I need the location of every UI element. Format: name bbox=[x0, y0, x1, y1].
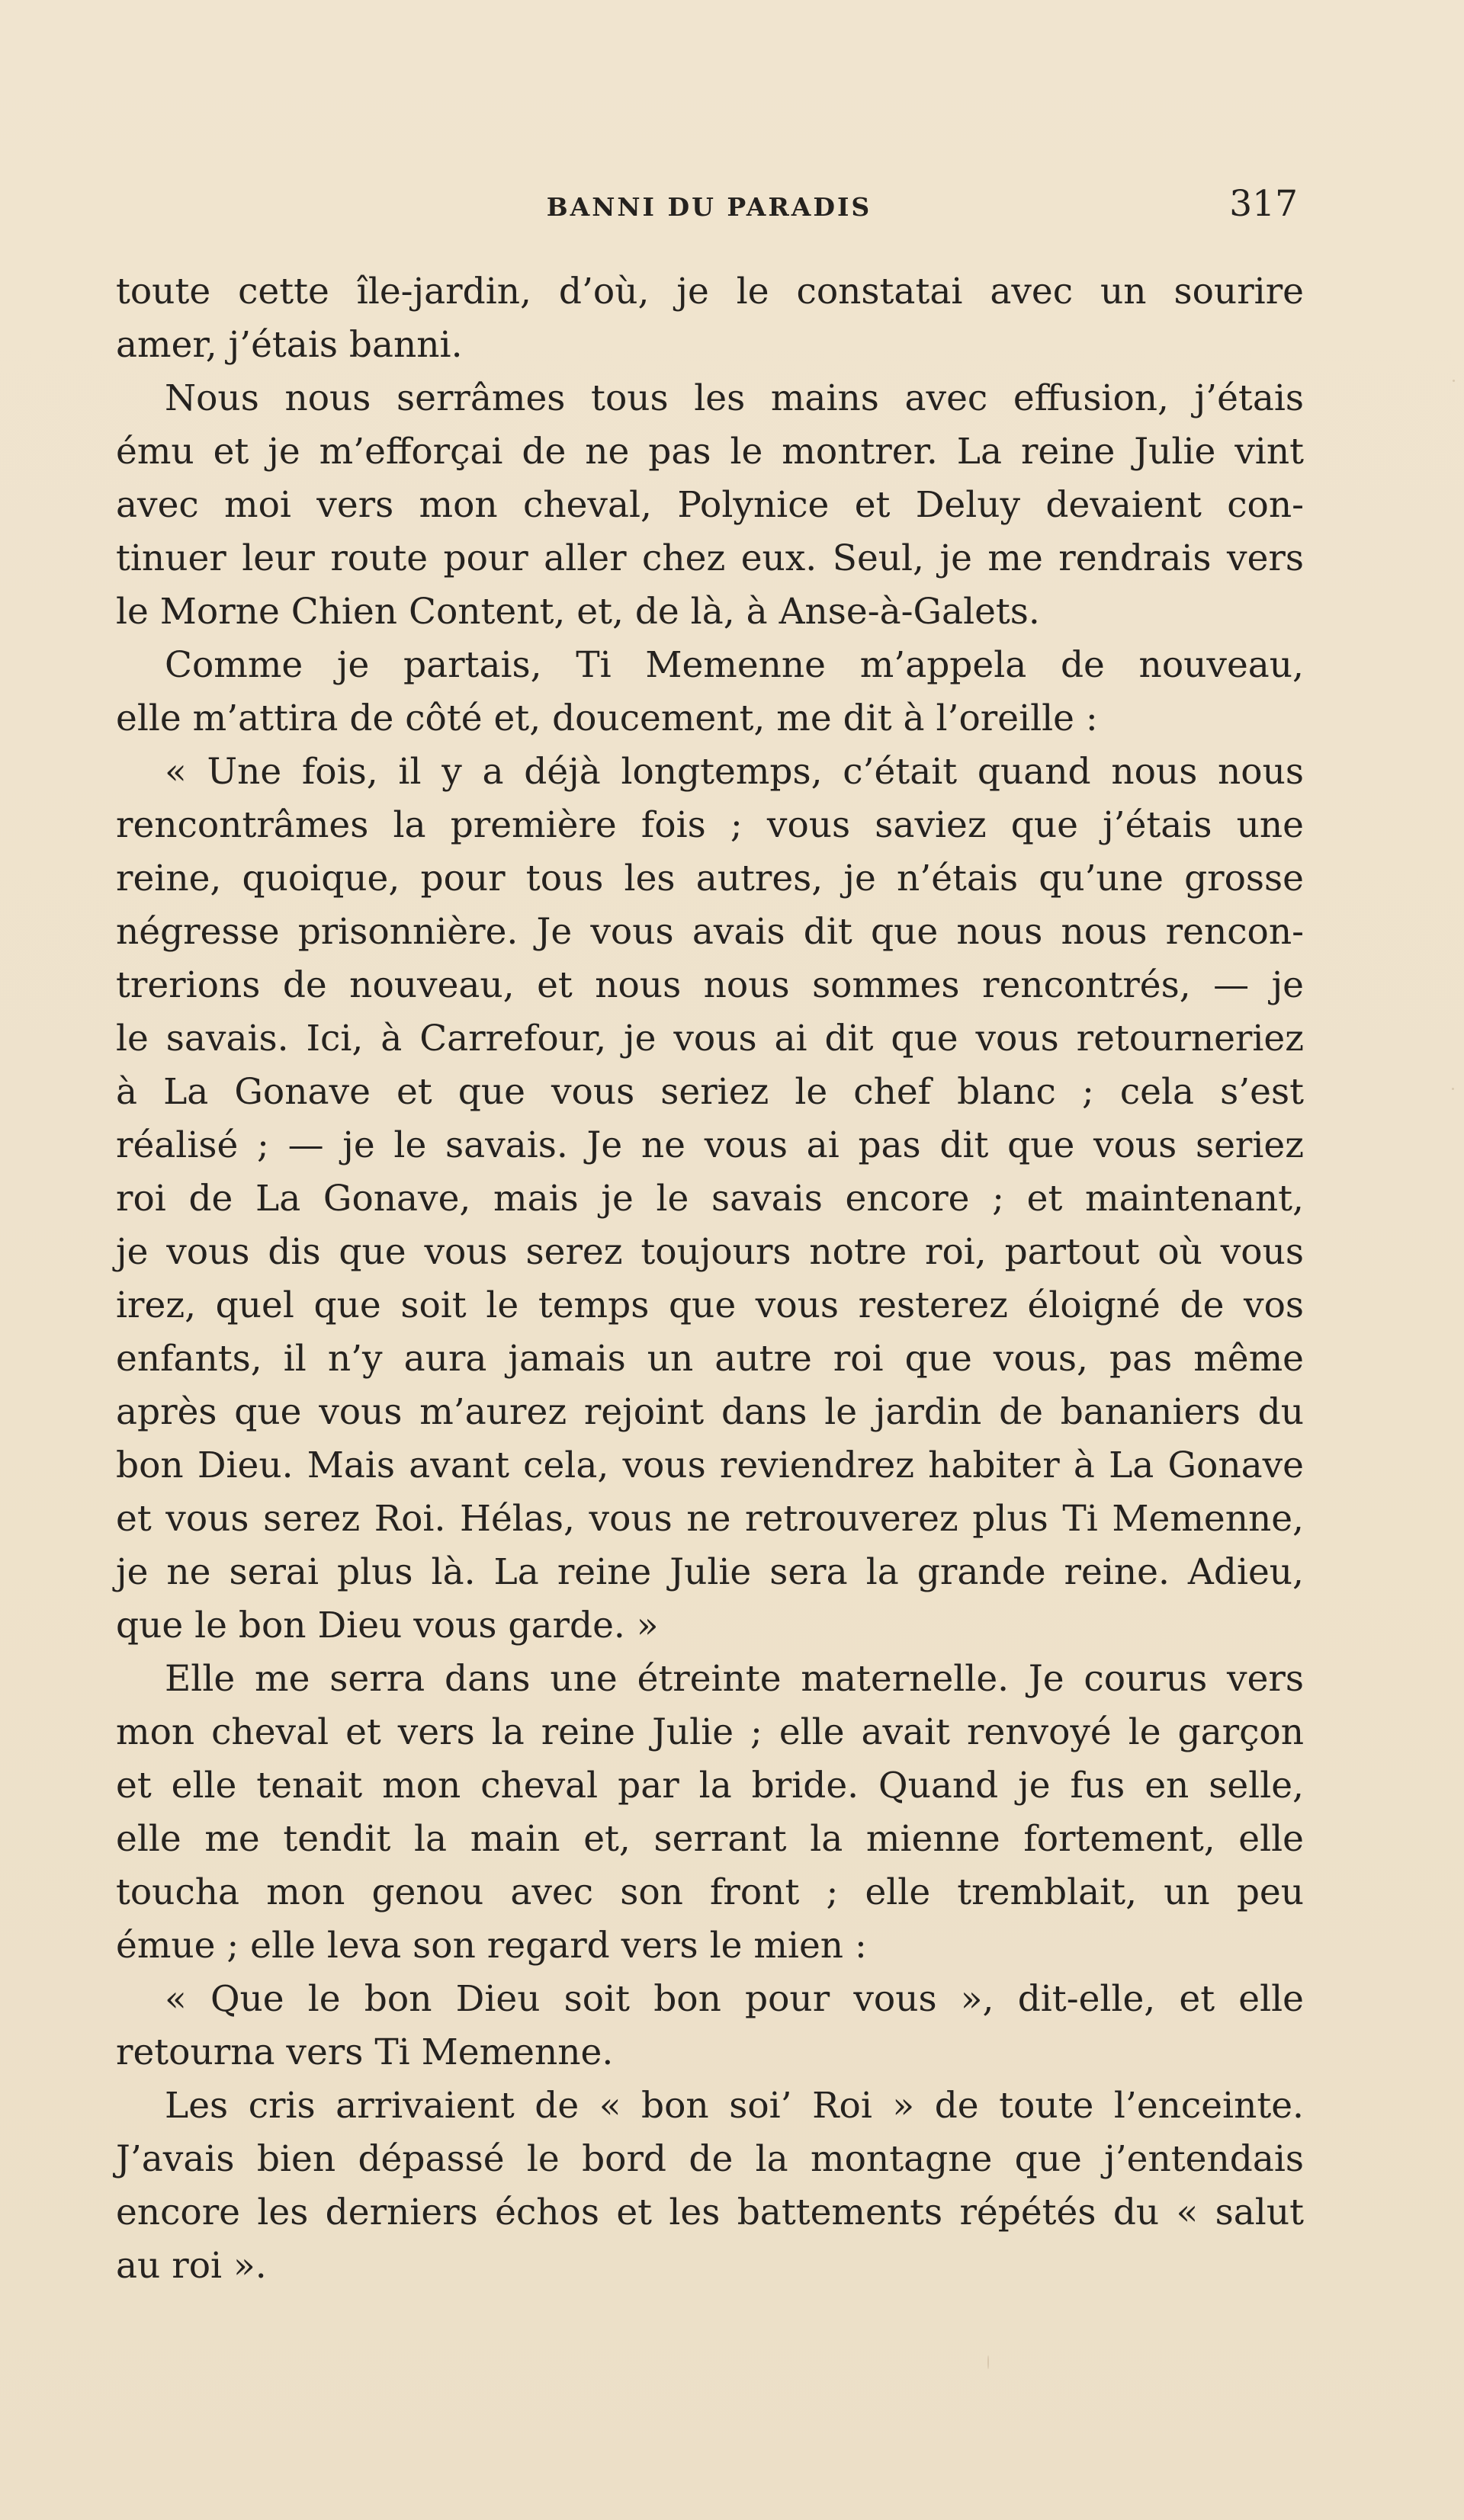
text-line: tinuer leur route pour aller chez eux. Seul, je me rendrais vers bbox=[116, 537, 1304, 579]
text-line: enfants, il n’y aura jamais un autre roi que vous, pas même bbox=[116, 1338, 1304, 1380]
text-line: trerions de nouveau, et nous nous sommes rencontrés, — je bbox=[116, 964, 1304, 1006]
text-line: toucha mon genou avec son front ; elle tremblait, un peu bbox=[116, 1871, 1304, 1913]
text-line: je ne serai plus là. La reine Julie sera la grande reine. Adieu, bbox=[116, 1551, 1304, 1593]
text-line: le Morne Chien Content, et, de là, à Anse-à-Galets. bbox=[116, 591, 1040, 633]
text-line: « Que le bon Dieu soit bon pour vous », dit-elle, et elle bbox=[165, 1978, 1304, 2020]
text-line: et vous serez Roi. Hélas, vous ne retrouverez plus Ti Memenne, bbox=[116, 1498, 1304, 1540]
page-number: 317 bbox=[1229, 183, 1298, 225]
text-line: à La Gonave et que vous seriez le chef blanc ; cela s’est bbox=[116, 1071, 1304, 1113]
text-line: Comme je partais, Ti Memenne m’appela de nouveau, bbox=[165, 644, 1304, 686]
text-line: émue ; elle leva son regard vers le mien : bbox=[116, 1925, 867, 1967]
text-line: bon Dieu. Mais avant cela, vous reviendrez habiter à La Gonave bbox=[116, 1444, 1304, 1486]
text-line: encore les derniers échos et les battements répétés du « salut bbox=[116, 2191, 1304, 2233]
text-line: Les cris arrivaient de « bon soi’ Roi » de toute l’enceinte. bbox=[165, 2085, 1304, 2127]
body-text bbox=[116, 265, 1304, 2293]
text-line: après que vous m’aurez rejoint dans le jardin de bananiers du bbox=[116, 1391, 1304, 1433]
text-line: J’avais bien dépassé le bord de la montagne que j’entendais bbox=[116, 2138, 1304, 2180]
text-line: que le bon Dieu vous garde. » bbox=[116, 1605, 659, 1646]
paper-speck bbox=[1453, 380, 1455, 382]
text-line: le savais. Ici, à Carrefour, je vous ai dit que vous retourneriez bbox=[116, 1018, 1304, 1060]
text-line: toute cette île-jardin, d’où, je le constatai avec un sourire bbox=[116, 271, 1304, 313]
text-line: roi de La Gonave, mais je le savais encore ; et maintenant, bbox=[116, 1178, 1304, 1220]
text-line: ému et je m’efforçai de ne pas le montrer. La reine Julie vint bbox=[116, 431, 1304, 473]
text-line: et elle tenait mon cheval par la bride. Quand je fus en selle, bbox=[116, 1765, 1304, 1807]
text-line: « Une fois, il y a déjà longtemps, c’était quand nous nous bbox=[165, 751, 1304, 793]
text-line: rencontrâmes la première fois ; vous saviez que j’étais une bbox=[116, 804, 1304, 846]
text-line: avec moi vers mon cheval, Polynice et Deluy devaient con- bbox=[116, 484, 1304, 526]
text-line: réalisé ; — je le savais. Je ne vous ai pas dit que vous seriez bbox=[116, 1124, 1304, 1166]
text-line: je vous dis que vous serez toujours notre roi, partout où vous bbox=[116, 1231, 1304, 1273]
paper-speck bbox=[987, 2355, 989, 2369]
page-header bbox=[114, 183, 1304, 229]
text-line: retourna vers Ti Memenne. bbox=[116, 2031, 614, 2073]
text-line: négresse prisonnière. Je vous avais dit que nous nous rencon- bbox=[116, 911, 1304, 953]
paper-speck bbox=[1452, 1088, 1454, 1090]
text-line: au roi ». bbox=[116, 2245, 267, 2287]
text-line: Elle me serra dans une étreinte maternelle. Je courus vers bbox=[165, 1658, 1304, 1700]
text-line: mon cheval et vers la reine Julie ; elle avait renvoyé le garçon bbox=[116, 1711, 1304, 1753]
text-line: irez, quel que soit le temps que vous resterez éloigné de vos bbox=[116, 1284, 1304, 1326]
text-line: Nous nous serrâmes tous les mains avec effusion, j’étais bbox=[165, 377, 1304, 419]
text-line: elle me tendit la main et, serrant la mienne fortement, elle bbox=[116, 1818, 1304, 1860]
text-line: amer, j’étais banni. bbox=[116, 324, 463, 366]
running-title: BANNI DU PARADIS bbox=[546, 192, 872, 222]
text-line: elle m’attira de côté et, doucement, me dit à l’oreille : bbox=[116, 697, 1098, 739]
text-line: reine, quoique, pour tous les autres, je n’étais qu’une grosse bbox=[116, 858, 1304, 899]
